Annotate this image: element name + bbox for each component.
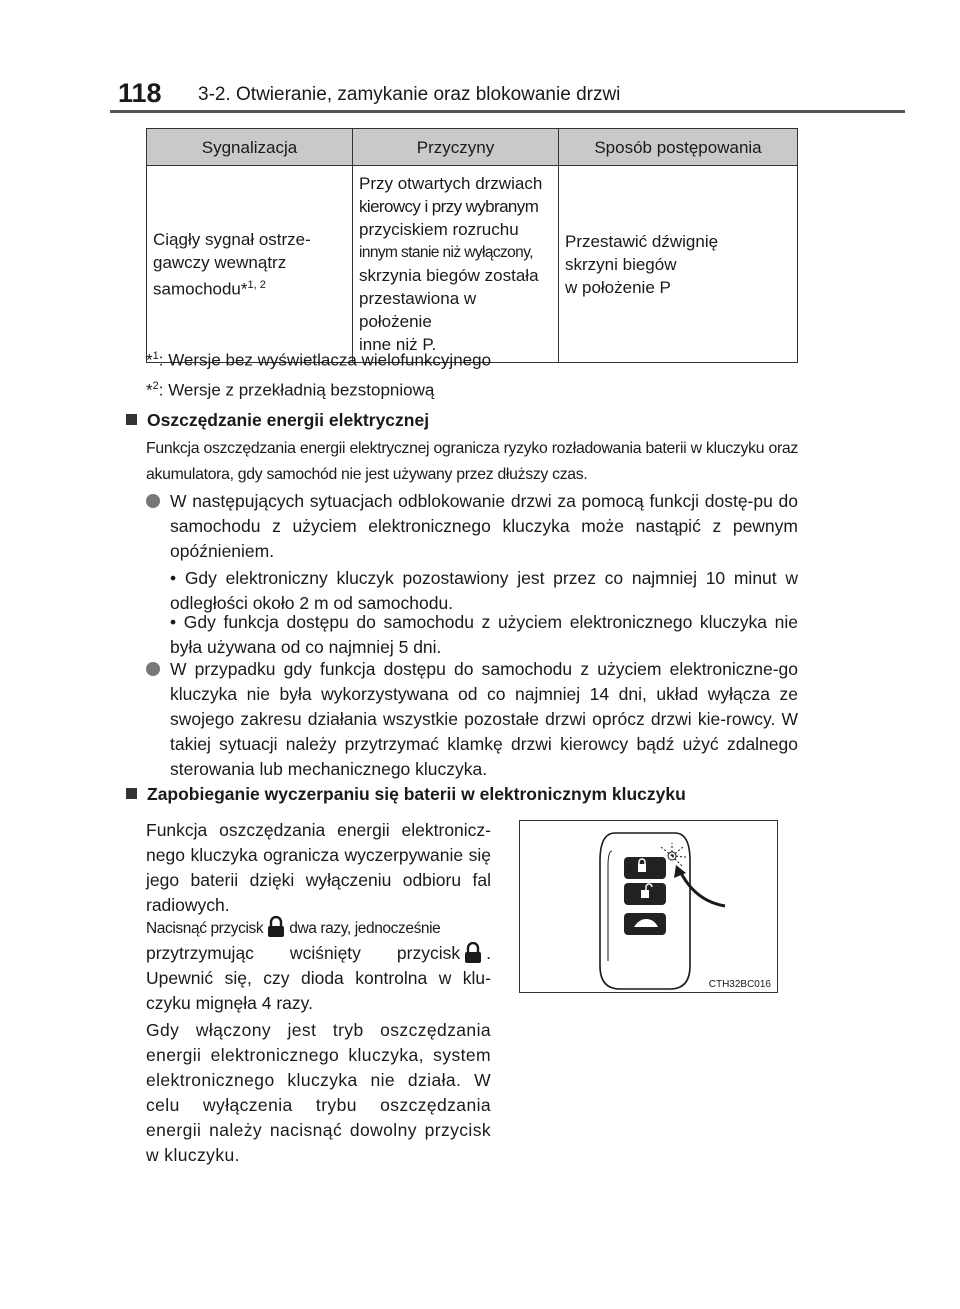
instruction-paragraph: [146, 915, 491, 1016]
action-text: Przestawić dźwignię skrzyni biegów w położenie P: [565, 231, 719, 297]
page-number: 118: [118, 78, 162, 108]
figure-label: CTH32BC016: [708, 979, 771, 990]
footnote: [146, 350, 491, 371]
section-heading-text: Oszczędzanie energii elektrycznej: [147, 410, 430, 430]
table-row: [147, 166, 798, 363]
header-divider: [110, 110, 905, 113]
footnote-number: 2: [152, 380, 159, 392]
signal-footnote-ref: 1, 2: [247, 278, 266, 291]
cause-line: skrzynia biegów została: [359, 266, 539, 285]
bullet-text: W następujących sytuacjach odblokowanie drzwi za pomocą funkcji dostę-pu do samochodu z użyciem elektronicznego kluczyka może nastąpić z pewnym opóźnieniem.: [170, 491, 798, 561]
bullet-item: [146, 489, 798, 564]
footnote-number: 1: [152, 350, 159, 362]
bullet-item: [146, 657, 798, 782]
lock-icon: [267, 916, 285, 938]
footnote-text: : Wersje z przekładnią bezstopniową: [158, 380, 435, 400]
cause-line: inne niż P.: [359, 335, 437, 354]
section-title: 3-2. Otwieranie, zamykanie oraz blokowanie drzwi: [198, 84, 621, 105]
signal-cell: [147, 166, 353, 363]
cause-cell: [353, 166, 559, 363]
section-heading-text: Zapobieganie wyczerpaniu się baterii w elektronicznym kluczyku: [147, 784, 686, 804]
battery-paragraph: Funkcja oszczędzania energii elektronicz-nego kluczyka ogranicza wyczerpywanie się jego baterii dzięki wyłączeniu odbioru fal radiowych.: [146, 820, 491, 915]
sub-bullet: • Gdy elektroniczny kluczyk pozostawiony jest przez co najmniej 10 minut w odległości około 2 m od samochodu.: [170, 568, 798, 613]
sub-bullet: • Gdy funkcja dostępu do samochodu z użyciem elektronicznego kluczyka nie była używana od co najmniej 5 dni.: [170, 612, 798, 657]
instruction-text: Nacisnąć przycisk: [146, 920, 264, 937]
square-bullet-icon: [126, 414, 137, 425]
mode-paragraph: Gdy włączony jest tryb oszczędzania energii elektronicznego kluczyka, system elektronicznego kluczyka nie działa. W celu wyłączenia trybu oszczędzania energii należy nacisnąć dowolny przycisk w kluczyku.: [146, 1020, 491, 1165]
bullet-text: W przypadku gdy funkcja dostępu do samochodu z użyciem elektroniczne-go kluczyka nie była wykorzystywana od co najmniej 14 dni, układ wyłącza ze swojego zakresu działania wszystkie pozostałe drzwi oprócz drzwi kie-rowcy. W takiej sytuacji należy przytrzymać klamkę drzwi kierowcy bądź użyć zdalnego sterowania lub mechanicznego kluczyka.: [170, 659, 798, 779]
key-fob-figure: [519, 820, 778, 993]
table-header-cell: Przyczyny: [353, 129, 559, 166]
table-header-cell: Sposób postępowania: [559, 129, 798, 166]
footnote: [146, 380, 434, 401]
footnote-mark: *: [146, 350, 153, 370]
cause-line: innym stanie niż wyłączony,: [359, 244, 533, 261]
instruction-text: przytrzymując wciśnięty przycisk: [146, 943, 461, 963]
signal-text: Ciągły sygnał ostrze- gawczy wewnątrz samochodu*: [153, 229, 311, 299]
lock-icon: [464, 942, 482, 964]
instruction-text: dwa razy, jednocześnie: [289, 920, 441, 937]
instruction-text: . Upewnić się, czy dioda kontrolna w klu-czyku mignęła 4 razy.: [146, 943, 491, 1013]
key-fob-illustration: [520, 821, 777, 992]
cause-line: przestawiona w położenie: [359, 289, 477, 331]
signal-table: [146, 128, 798, 363]
footnote-mark: *: [146, 380, 153, 400]
circle-bullet-icon: [146, 662, 160, 676]
square-bullet-icon: [126, 788, 137, 799]
circle-bullet-icon: [146, 494, 160, 508]
section-heading: [126, 410, 429, 431]
action-cell: [559, 166, 798, 363]
intro-paragraph: Funkcja oszczędzania energii elektrycznej ogranicza ryzyko rozładowania baterii w kluczyku oraz akumulatora, gdy samochód nie jest używany przez dłuższy czas.: [146, 440, 798, 483]
footnote-text: : Wersje bez wyświetlacza wielofunkcyjnego: [158, 350, 492, 370]
page-header: [0, 72, 960, 114]
section-heading: [126, 784, 686, 805]
cause-line: kierowcy i przy wybranym: [359, 197, 539, 216]
table-header-row: [147, 129, 798, 166]
cause-line: Przy otwartych drzwiach: [359, 174, 543, 193]
cause-line: przyciskiem rozruchu: [359, 220, 519, 239]
table-header-cell: Sygnalizacja: [147, 129, 353, 166]
